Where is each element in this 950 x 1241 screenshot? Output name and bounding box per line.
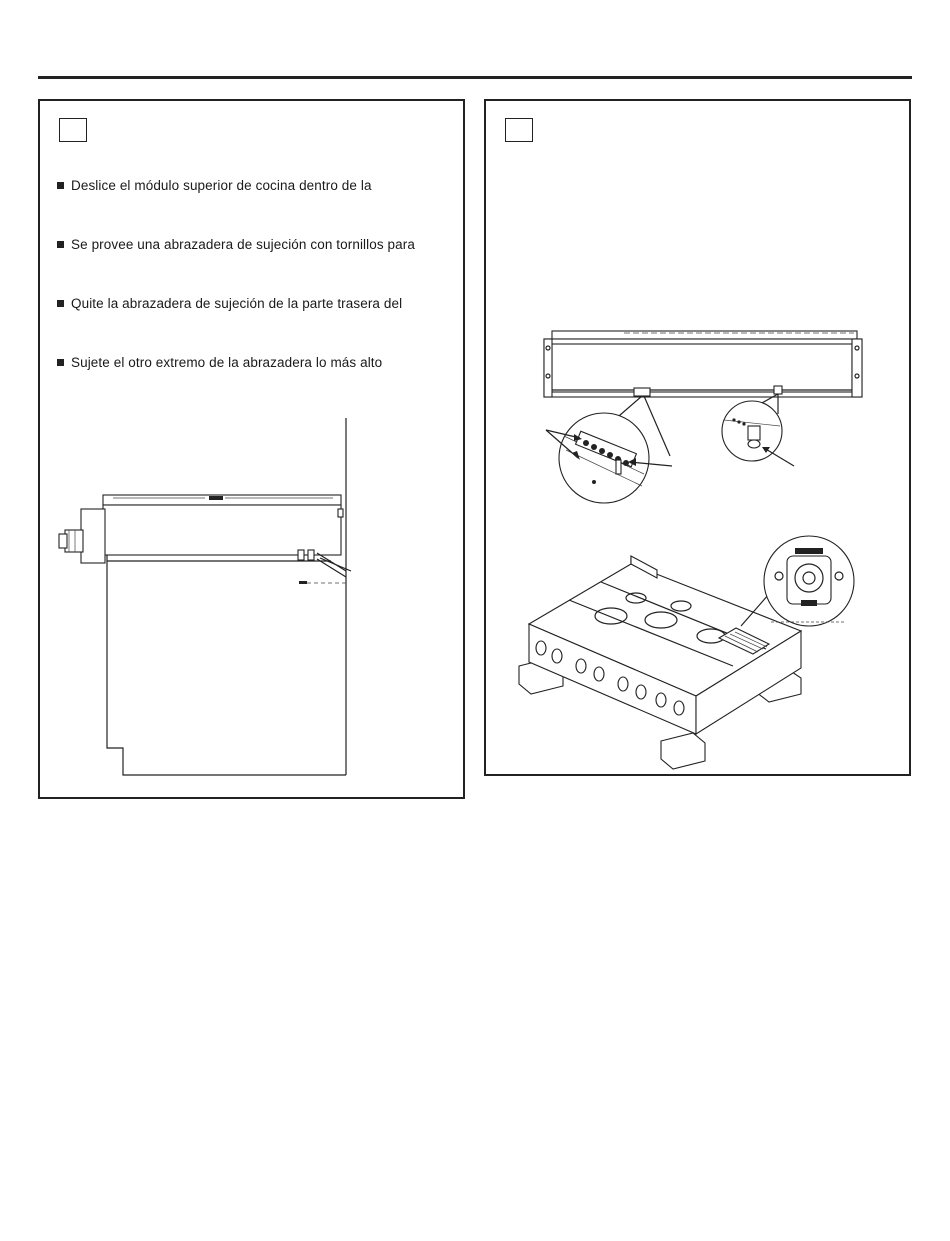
- bullet-text: Quite la abrazadera de sujeción de la parte trasera del: [71, 296, 403, 311]
- bullet-square-icon: [57, 359, 64, 366]
- bullet-item: [57, 178, 372, 194]
- bullet-square-icon: [57, 300, 64, 307]
- bullet-item: [57, 355, 382, 371]
- instruction-panel-left: [38, 99, 465, 799]
- bullet-text: Deslice el módulo superior de cocina dentro de la: [71, 178, 372, 193]
- cooktop-isometric-diagram: [511, 536, 861, 771]
- bullet-square-icon: [57, 241, 64, 248]
- step-number-box-right: [505, 118, 533, 142]
- bullet-square-icon: [57, 182, 64, 189]
- step-number-box-left: [59, 118, 87, 142]
- bullet-item: [57, 237, 415, 253]
- bullet-item: [57, 296, 402, 312]
- cooktop-rear-view-diagram: [524, 326, 884, 516]
- header-rule: [38, 76, 912, 79]
- instruction-panel-right: [484, 99, 911, 776]
- cooktop-side-view-diagram: [55, 413, 355, 783]
- bullet-text: Se provee una abrazadera de sujeción con tornillos para: [71, 237, 415, 252]
- bullet-text: Sujete el otro extremo de la abrazadera lo más alto: [71, 355, 383, 370]
